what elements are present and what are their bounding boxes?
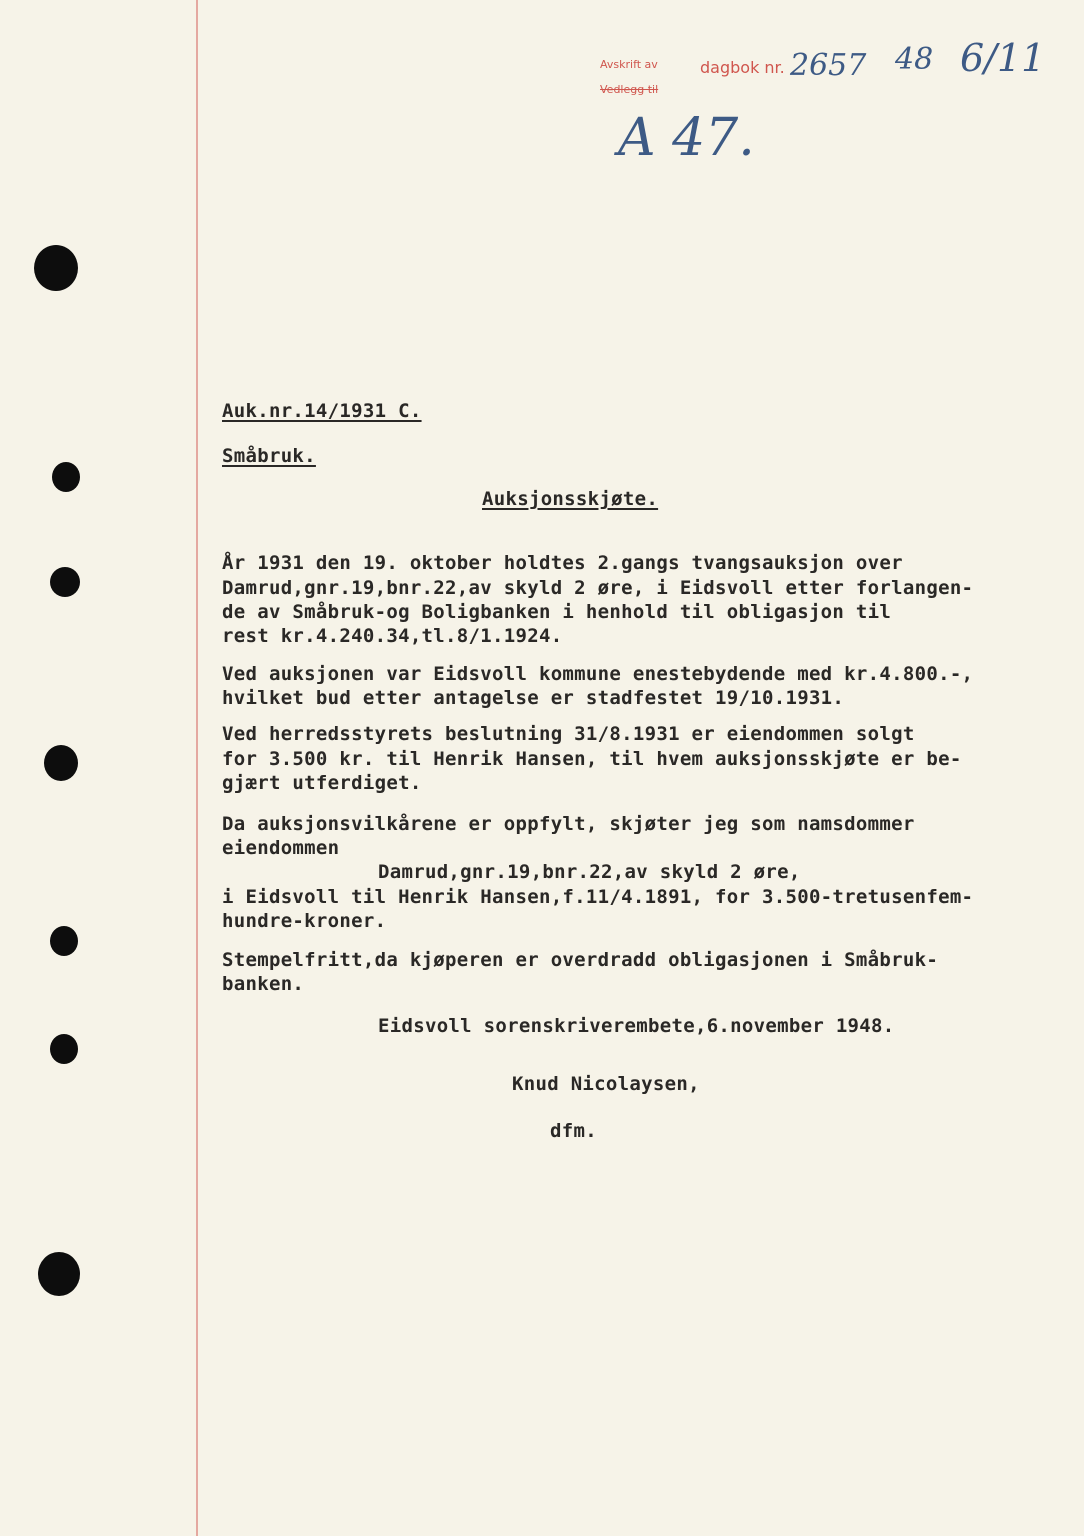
signatory-title: dfm.: [550, 1120, 597, 1142]
paragraph-line: Damrud,gnr.19,bnr.22,av skyld 2 øre, i Eidsvoll etter forlangen-: [222, 577, 974, 599]
paragraph-line: banken.: [222, 973, 305, 995]
place-date: Eidsvoll sorenskriverembete,6.november 1948.: [378, 1015, 895, 1037]
signatory-name: Knud Nicolaysen,: [512, 1073, 700, 1095]
handwritten-date: 6/11: [960, 36, 1046, 80]
stamp-line-2: Vedlegg til: [600, 83, 659, 96]
paragraph-line: rest kr.4.240.34,tl.8/1.1924.: [222, 625, 563, 647]
paragraph-line: hvilket bud etter antagelse er stadfestet 19/10.1931.: [222, 687, 845, 709]
paragraph-line: eiendommen: [222, 837, 340, 859]
binder-hole: [50, 1034, 78, 1064]
case-reference: Auk.nr.14/1931 C.: [222, 400, 422, 422]
handwritten-dagbok-number: 2657: [790, 48, 867, 83]
paragraph-line: Stempelfritt,da kjøperen er overdradd obligasjonen i Småbruk-: [222, 949, 939, 971]
binder-hole: [50, 926, 78, 956]
margin-rule: [196, 0, 198, 1536]
paragraph-line: hundre-kroner.: [222, 910, 387, 932]
red-stamp: [600, 58, 658, 96]
paragraph-line: Da auksjonsvilkårene er oppfylt, skjøter jeg som namsdommer: [222, 813, 915, 835]
binder-hole: [38, 1252, 80, 1296]
property-line: Damrud,gnr.19,bnr.22,av skyld 2 øre,: [378, 861, 801, 883]
paragraph-line: Ved herredsstyrets beslutning 31/8.1931 er eiendommen solgt: [222, 723, 915, 745]
binder-hole: [44, 745, 78, 781]
stamp-dagbok-label: dagbok nr.: [700, 58, 785, 77]
category-heading: Småbruk.: [222, 445, 316, 467]
binder-hole: [34, 245, 78, 291]
paragraph-line: gjært utferdiget.: [222, 772, 422, 794]
paragraph-line: Ved auksjonen var Eidsvoll kommune enestebydende med kr.4.800.-,: [222, 663, 974, 685]
paragraph-line: i Eidsvoll til Henrik Hansen,f.11/4.1891, for 3.500-tretusenfem-: [222, 886, 974, 908]
paragraph-line: for 3.500 kr. til Henrik Hansen, til hvem auksjonsskjøte er be-: [222, 748, 962, 770]
handwritten-year: 48: [895, 42, 934, 77]
binder-hole: [52, 462, 80, 492]
binder-hole: [50, 567, 80, 597]
stamp-line-1: Avskrift av: [600, 58, 658, 71]
paragraph-line: År 1931 den 19. oktober holdtes 2.gangs tvangsauksjon over: [222, 552, 903, 574]
document-title: Auksjonsskjøte.: [482, 488, 659, 510]
handwritten-ref: A 47.: [618, 108, 755, 168]
paragraph-line: de av Småbruk-og Boligbanken i henhold til obligasjon til: [222, 601, 892, 623]
